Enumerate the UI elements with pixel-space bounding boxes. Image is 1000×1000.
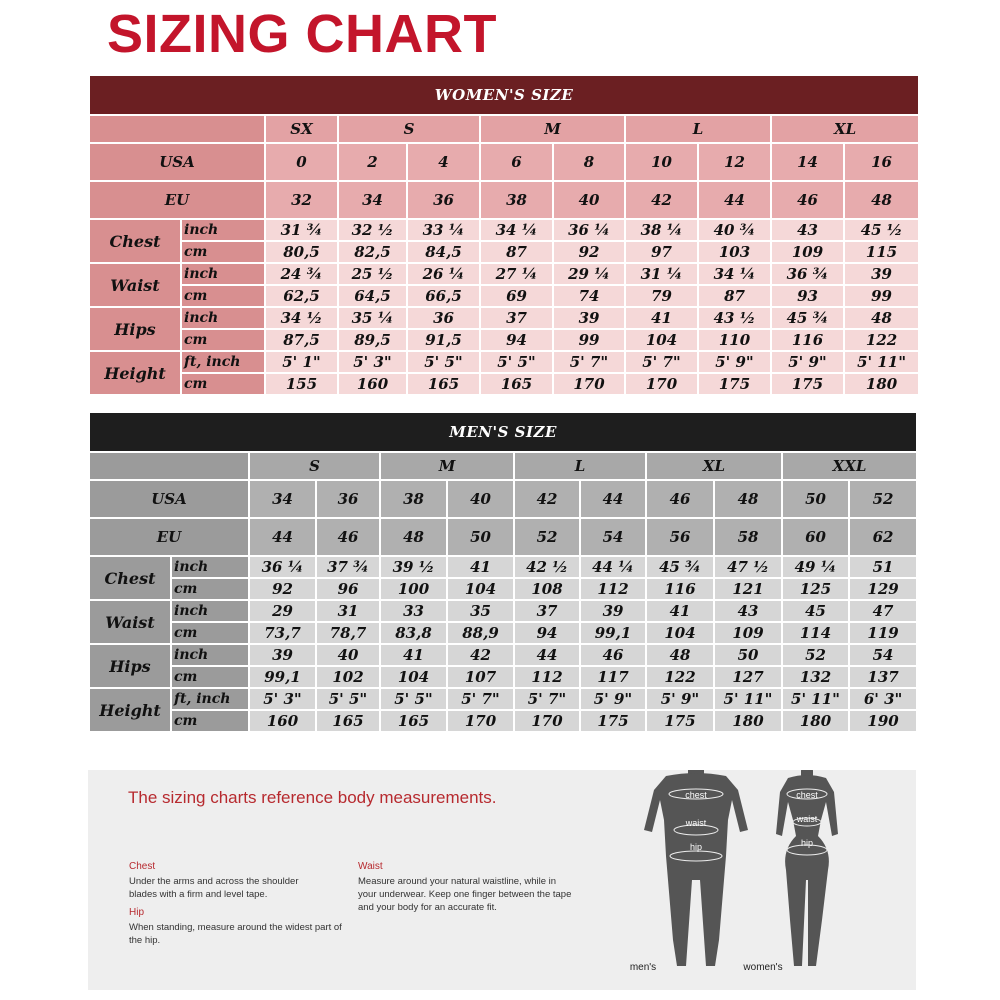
table-row xyxy=(89,373,919,395)
table-cell: 165 xyxy=(480,373,553,395)
mens-waist-label: waist xyxy=(685,818,707,828)
table-cell: 88,9 xyxy=(447,622,514,644)
panel-heading: The sizing charts reference body measurements. xyxy=(128,788,497,807)
table-cell: 33 ¼ xyxy=(407,219,480,241)
table-cell: 109 xyxy=(714,622,782,644)
table-cell: 52 xyxy=(782,644,849,666)
measurement-label: Hips xyxy=(89,307,181,351)
table-cell: 5' 5" xyxy=(407,351,480,373)
table-cell: 121 xyxy=(714,578,782,600)
eu-size-cell: 38 xyxy=(480,181,553,219)
table-cell: 41 xyxy=(380,644,447,666)
unit-label: inch xyxy=(171,600,249,622)
table-cell: 5' 11" xyxy=(844,351,919,373)
table-cell: 100 xyxy=(380,578,447,600)
table-cell: 5' 7" xyxy=(553,351,625,373)
table-cell: 114 xyxy=(782,622,849,644)
eu-size-cell: 44 xyxy=(249,518,316,556)
table-cell: 99,1 xyxy=(580,622,646,644)
eu-size-cell: 46 xyxy=(316,518,380,556)
table-cell: 112 xyxy=(580,578,646,600)
usa-size-cell: 34 xyxy=(249,480,316,518)
measurement-label: Chest xyxy=(89,219,181,263)
table-cell: 99 xyxy=(553,329,625,351)
table-row xyxy=(89,351,919,373)
table-row xyxy=(89,329,919,351)
table-cell: 31 ¾ xyxy=(265,219,338,241)
table-cell: 127 xyxy=(714,666,782,688)
table-title: MEN'S SIZE xyxy=(89,412,917,452)
table-cell: 160 xyxy=(338,373,407,395)
usa-size-cell: 10 xyxy=(625,143,698,181)
table-cell: 104 xyxy=(380,666,447,688)
waist-text: Measure around your natural waistline, while in your underwear. Keep one finger between the tape and your body for an accurate fit. xyxy=(358,876,572,913)
table-cell: 116 xyxy=(646,578,714,600)
table-cell: 119 xyxy=(849,622,917,644)
table-row xyxy=(89,622,917,644)
usa-size-cell: 4 xyxy=(407,143,480,181)
table-cell: 35 ¼ xyxy=(338,307,407,329)
table-row xyxy=(89,285,919,307)
table-cell: 46 xyxy=(580,644,646,666)
table-cell: 160 xyxy=(249,710,316,732)
table-cell: 132 xyxy=(782,666,849,688)
table-cell: 137 xyxy=(849,666,917,688)
size-group-label: S xyxy=(249,452,380,480)
mens-label: men's xyxy=(629,962,657,973)
table-cell: 39 xyxy=(249,644,316,666)
table-cell: 36 ¾ xyxy=(771,263,844,285)
table-cell: 37 xyxy=(480,307,553,329)
unit-label: cm xyxy=(171,666,249,688)
table-cell: 37 ¾ xyxy=(316,556,380,578)
table-row xyxy=(89,644,917,666)
size-group-row xyxy=(89,115,919,143)
table-row xyxy=(89,241,919,263)
table-cell: 103 xyxy=(698,241,771,263)
usa-size-cell: 38 xyxy=(380,480,447,518)
womens-label: women's xyxy=(743,962,783,973)
eu-size-cell: 32 xyxy=(265,181,338,219)
table-cell: 165 xyxy=(380,710,447,732)
table-cell: 45 ¾ xyxy=(646,556,714,578)
table-cell: 27 ¼ xyxy=(480,263,553,285)
eu-size-cell: 34 xyxy=(338,181,407,219)
table-cell: 44 ¼ xyxy=(580,556,646,578)
table-cell: 91,5 xyxy=(407,329,480,351)
table-cell: 108 xyxy=(514,578,580,600)
table-cell: 36 ¼ xyxy=(249,556,316,578)
table-cell: 107 xyxy=(447,666,514,688)
usa-size-cell: 36 xyxy=(316,480,380,518)
table-cell: 82,5 xyxy=(338,241,407,263)
table-cell: 180 xyxy=(844,373,919,395)
table-cell: 104 xyxy=(625,329,698,351)
womens-size-table xyxy=(88,74,920,396)
womens-hip-label: hip xyxy=(800,838,814,848)
table-cell: 92 xyxy=(249,578,316,600)
table-cell: 48 xyxy=(646,644,714,666)
table-cell: 122 xyxy=(844,329,919,351)
size-group-label: L xyxy=(625,115,771,143)
table-cell: 43 ½ xyxy=(698,307,771,329)
mens-size-table xyxy=(88,411,918,733)
table-cell: 110 xyxy=(698,329,771,351)
usa-row xyxy=(89,480,917,518)
unit-label: cm xyxy=(181,285,265,307)
chest-title: Chest xyxy=(129,861,156,872)
measurement-label: Hips xyxy=(89,644,171,688)
table-cell: 5' 3" xyxy=(338,351,407,373)
hip-title: Hip xyxy=(129,907,145,918)
table-cell: 51 xyxy=(849,556,917,578)
eu-size-cell: 44 xyxy=(698,181,771,219)
table-cell: 43 xyxy=(771,219,844,241)
table-cell: 33 xyxy=(380,600,447,622)
unit-label: inch xyxy=(181,307,265,329)
table-cell: 43 xyxy=(714,600,782,622)
unit-label: inch xyxy=(171,556,249,578)
eu-size-cell: 36 xyxy=(407,181,480,219)
table-cell: 175 xyxy=(771,373,844,395)
page-title: SIZING CHART xyxy=(107,4,497,64)
table-cell: 5' 9" xyxy=(646,688,714,710)
eu-row xyxy=(89,181,919,219)
table-row xyxy=(89,219,919,241)
eu-size-cell: 48 xyxy=(844,181,919,219)
usa-size-cell: 40 xyxy=(447,480,514,518)
womens-chest-label: chest xyxy=(796,790,818,800)
title-row xyxy=(89,75,919,115)
usa-size-cell: 44 xyxy=(580,480,646,518)
table-cell: 104 xyxy=(646,622,714,644)
table-cell: 5' 1" xyxy=(265,351,338,373)
usa-size-cell: 0 xyxy=(265,143,338,181)
usa-size-cell: 16 xyxy=(844,143,919,181)
table-cell: 80,5 xyxy=(265,241,338,263)
table-cell: 74 xyxy=(553,285,625,307)
table-cell: 115 xyxy=(844,241,919,263)
table-cell: 155 xyxy=(265,373,338,395)
table-row xyxy=(89,307,919,329)
eu-size-cell: 50 xyxy=(447,518,514,556)
table-cell: 5' 3" xyxy=(249,688,316,710)
waist-title: Waist xyxy=(358,861,383,872)
unit-label: cm xyxy=(171,578,249,600)
table-cell: 36 ¼ xyxy=(553,219,625,241)
table-cell: 78,7 xyxy=(316,622,380,644)
eu-size-cell: 62 xyxy=(849,518,917,556)
eu-size-cell: 56 xyxy=(646,518,714,556)
table-cell: 104 xyxy=(447,578,514,600)
table-cell: 5' 7" xyxy=(447,688,514,710)
table-row xyxy=(89,710,917,732)
table-cell: 170 xyxy=(625,373,698,395)
table-cell: 34 ¼ xyxy=(698,263,771,285)
table-cell: 92 xyxy=(553,241,625,263)
table-row xyxy=(89,600,917,622)
eu-label: EU xyxy=(89,518,249,556)
table-cell: 5' 5" xyxy=(380,688,447,710)
table-cell: 99 xyxy=(844,285,919,307)
size-group-label: M xyxy=(480,115,625,143)
table-cell: 45 ½ xyxy=(844,219,919,241)
table-cell: 5' 7" xyxy=(625,351,698,373)
size-group-label: XL xyxy=(771,115,919,143)
hip-text: When standing, measure around the widest part of the hip. xyxy=(129,922,342,946)
measurement-info-panel xyxy=(88,770,916,990)
table-cell: 42 xyxy=(447,644,514,666)
table-cell: 165 xyxy=(407,373,480,395)
table-cell: 39 ½ xyxy=(380,556,447,578)
eu-size-cell: 40 xyxy=(553,181,625,219)
table-cell: 37 xyxy=(514,600,580,622)
mens-chest-label: chest xyxy=(685,790,707,800)
table-cell: 39 xyxy=(580,600,646,622)
table-cell: 83,8 xyxy=(380,622,447,644)
table-row xyxy=(89,263,919,285)
table-cell: 42 ½ xyxy=(514,556,580,578)
table-cell: 175 xyxy=(580,710,646,732)
unit-label: ft, inch xyxy=(181,351,265,373)
usa-size-cell: 6 xyxy=(480,143,553,181)
usa-label: USA xyxy=(89,480,249,518)
table-cell: 35 xyxy=(447,600,514,622)
table-cell: 87,5 xyxy=(265,329,338,351)
table-cell: 34 ½ xyxy=(265,307,338,329)
table-cell: 41 xyxy=(447,556,514,578)
body-figures xyxy=(88,770,916,990)
usa-size-cell: 2 xyxy=(338,143,407,181)
usa-size-cell: 46 xyxy=(646,480,714,518)
table-cell: 5' 9" xyxy=(580,688,646,710)
table-cell: 5' 7" xyxy=(514,688,580,710)
measurement-label: Waist xyxy=(89,263,181,307)
usa-size-cell: 50 xyxy=(782,480,849,518)
table-cell: 84,5 xyxy=(407,241,480,263)
eu-size-cell: 54 xyxy=(580,518,646,556)
table-cell: 5' 11" xyxy=(714,688,782,710)
table-cell: 45 ¾ xyxy=(771,307,844,329)
eu-size-cell: 58 xyxy=(714,518,782,556)
table-cell: 39 xyxy=(553,307,625,329)
table-cell: 170 xyxy=(553,373,625,395)
table-cell: 49 ¼ xyxy=(782,556,849,578)
unit-label: cm xyxy=(181,373,265,395)
table-cell: 26 ¼ xyxy=(407,263,480,285)
table-cell: 34 ¼ xyxy=(480,219,553,241)
table-cell: 25 ½ xyxy=(338,263,407,285)
table-cell: 50 xyxy=(714,644,782,666)
size-group-label: S xyxy=(338,115,480,143)
table-cell: 73,7 xyxy=(249,622,316,644)
table-cell: 6' 3" xyxy=(849,688,917,710)
table-cell: 5' 5" xyxy=(480,351,553,373)
table-row xyxy=(89,556,917,578)
size-group-label: M xyxy=(380,452,514,480)
table-cell: 117 xyxy=(580,666,646,688)
mens-hip-label: hip xyxy=(689,842,703,852)
measurement-label: Chest xyxy=(89,556,171,600)
table-cell: 94 xyxy=(480,329,553,351)
unit-label: cm xyxy=(181,329,265,351)
table-cell: 66,5 xyxy=(407,285,480,307)
table-cell: 32 ½ xyxy=(338,219,407,241)
table-cell: 122 xyxy=(646,666,714,688)
size-group-label: SX xyxy=(265,115,338,143)
usa-size-cell: 48 xyxy=(714,480,782,518)
table-cell: 62,5 xyxy=(265,285,338,307)
usa-row xyxy=(89,143,919,181)
usa-label: USA xyxy=(89,143,265,181)
table-row xyxy=(89,578,917,600)
table-cell: 180 xyxy=(714,710,782,732)
table-cell: 36 xyxy=(407,307,480,329)
table-cell: 31 xyxy=(316,600,380,622)
unit-label: cm xyxy=(181,241,265,263)
table-cell: 102 xyxy=(316,666,380,688)
table-cell: 170 xyxy=(514,710,580,732)
table-cell: 5' 9" xyxy=(771,351,844,373)
measurement-label: Height xyxy=(89,351,181,395)
corner-cell xyxy=(89,452,249,480)
table-cell: 47 xyxy=(849,600,917,622)
eu-size-cell: 52 xyxy=(514,518,580,556)
unit-label: cm xyxy=(171,710,249,732)
table-cell: 112 xyxy=(514,666,580,688)
size-group-label: XXL xyxy=(782,452,917,480)
table-cell: 29 ¼ xyxy=(553,263,625,285)
table-cell: 29 xyxy=(249,600,316,622)
title-row xyxy=(89,412,917,452)
table-cell: 125 xyxy=(782,578,849,600)
table-cell: 54 xyxy=(849,644,917,666)
table-cell: 47 ½ xyxy=(714,556,782,578)
table-cell: 41 xyxy=(646,600,714,622)
eu-size-cell: 60 xyxy=(782,518,849,556)
eu-row xyxy=(89,518,917,556)
table-cell: 175 xyxy=(698,373,771,395)
size-group-label: XL xyxy=(646,452,782,480)
table-cell: 99,1 xyxy=(249,666,316,688)
size-group-label: L xyxy=(514,452,646,480)
unit-label: inch xyxy=(181,263,265,285)
table-cell: 116 xyxy=(771,329,844,351)
table-cell: 39 xyxy=(844,263,919,285)
table-cell: 24 ¾ xyxy=(265,263,338,285)
unit-label: ft, inch xyxy=(171,688,249,710)
usa-size-cell: 42 xyxy=(514,480,580,518)
table-cell: 69 xyxy=(480,285,553,307)
unit-label: cm xyxy=(171,622,249,644)
table-cell: 5' 5" xyxy=(316,688,380,710)
table-title: WOMEN'S SIZE xyxy=(89,75,919,115)
eu-label: EU xyxy=(89,181,265,219)
table-cell: 170 xyxy=(447,710,514,732)
table-cell: 40 xyxy=(316,644,380,666)
usa-size-cell: 8 xyxy=(553,143,625,181)
table-cell: 94 xyxy=(514,622,580,644)
table-cell: 165 xyxy=(316,710,380,732)
eu-size-cell: 46 xyxy=(771,181,844,219)
table-cell: 96 xyxy=(316,578,380,600)
usa-size-cell: 12 xyxy=(698,143,771,181)
table-cell: 5' 11" xyxy=(782,688,849,710)
table-cell: 44 xyxy=(514,644,580,666)
eu-size-cell: 42 xyxy=(625,181,698,219)
table-cell: 87 xyxy=(480,241,553,263)
table-row xyxy=(89,688,917,710)
measurement-label: Height xyxy=(89,688,171,732)
unit-label: inch xyxy=(181,219,265,241)
table-cell: 79 xyxy=(625,285,698,307)
table-cell: 45 xyxy=(782,600,849,622)
table-cell: 175 xyxy=(646,710,714,732)
table-cell: 38 ¼ xyxy=(625,219,698,241)
table-cell: 97 xyxy=(625,241,698,263)
table-cell: 41 xyxy=(625,307,698,329)
chest-text: Under the arms and across the shoulder blades with a firm and level tape. xyxy=(129,876,299,900)
table-cell: 180 xyxy=(782,710,849,732)
table-cell: 87 xyxy=(698,285,771,307)
table-cell: 109 xyxy=(771,241,844,263)
table-cell: 40 ¾ xyxy=(698,219,771,241)
eu-size-cell: 48 xyxy=(380,518,447,556)
table-cell: 129 xyxy=(849,578,917,600)
measurement-label: Waist xyxy=(89,600,171,644)
table-cell: 64,5 xyxy=(338,285,407,307)
womens-waist-label: waist xyxy=(796,814,818,824)
table-cell: 89,5 xyxy=(338,329,407,351)
size-group-row xyxy=(89,452,917,480)
table-cell: 93 xyxy=(771,285,844,307)
unit-label: inch xyxy=(171,644,249,666)
table-cell: 31 ¼ xyxy=(625,263,698,285)
corner-cell xyxy=(89,115,265,143)
table-cell: 48 xyxy=(844,307,919,329)
table-row xyxy=(89,666,917,688)
table-cell: 190 xyxy=(849,710,917,732)
usa-size-cell: 14 xyxy=(771,143,844,181)
table-cell: 5' 9" xyxy=(698,351,771,373)
usa-size-cell: 52 xyxy=(849,480,917,518)
